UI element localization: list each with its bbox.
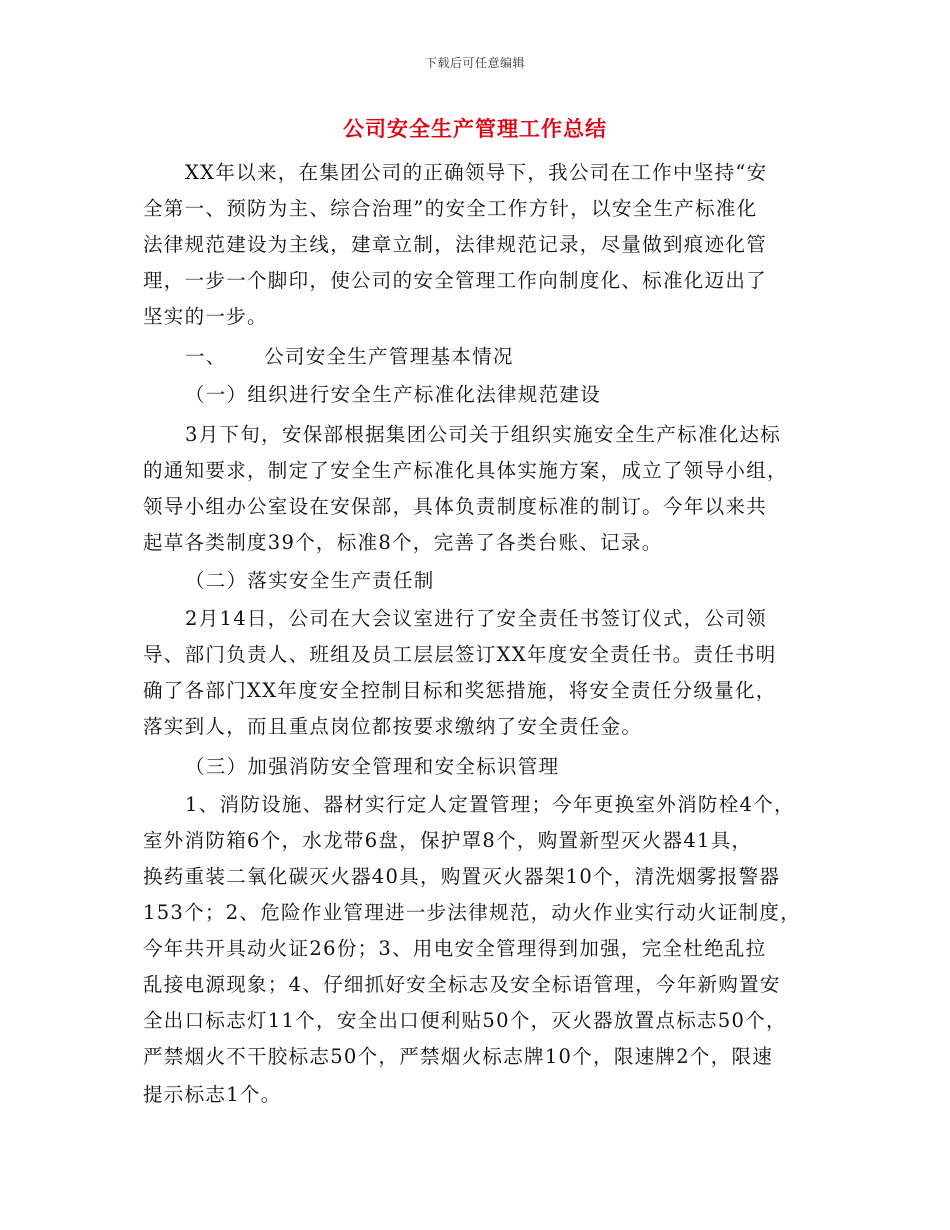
paragraph-line: 理，一步一个脚印，使公司的安全管理工作向制度化、标准化迈出了 (143, 269, 768, 292)
paragraph-line: 导、部门负责人、班组及员工层层签订XX年度安全责任书。责任书明 (143, 643, 777, 666)
paragraph-line: 换药重装二氧化碳灭火器40具，购置灭火器架10个，清洗烟雾报警器 (143, 865, 781, 888)
paragraph-line: 乱接电源现象；4、仔细抓好安全标志及安全标语管理，今年新购置安 (143, 973, 781, 996)
paragraph-line: 确了各部门XX年度安全控制目标和奖惩措施，将安全责任分级量化， (143, 679, 777, 702)
paragraph-line: 全第一、预防为主、综合治理”的安全工作方针，以安全生产标准化 (143, 197, 758, 220)
paragraph-line: 起草各类制度39个，标准8个，完善了各类台账、记录。 (143, 531, 663, 554)
paragraph-line: 全出口标志灯11个，安全出口便利贴50个，灭火器放置点标志50个， (143, 1009, 787, 1032)
paragraph-line: 2月14日，公司在大会议室进行了安全责任书签订仪式，公司领 (185, 607, 767, 630)
paragraph-line: 1、消防设施、器材实行定人定置管理；今年更换室外消防栓4个， (185, 793, 795, 816)
document-title: 公司安全生产管理工作总结 (343, 116, 607, 141)
header-note: 下载后可任意编辑 (424, 56, 525, 70)
subsection-heading: （一）组织进行安全生产标准化法律规范建设 (185, 383, 602, 406)
paragraph-line: 法律规范建设为主线，建章立制，法律规范记录，尽量做到痕迹化管 (143, 233, 768, 256)
paragraph-line: 提示标志1个。 (143, 1083, 282, 1106)
paragraph-line: 3月下旬，安保部根据集团公司关于组织实施安全生产标准化达标 (185, 423, 782, 446)
paragraph-line: 的通知要求，制定了安全生产标准化具体实施方案，成立了领导小组， (143, 459, 788, 482)
paragraph-line: XX年以来，在集团公司的正确领导下，我公司在工作中坚持“安 (185, 161, 768, 184)
subsection-heading: （二）落实安全生产责任制 (185, 569, 435, 592)
paragraph-line: 室外消防箱6个，水龙带6盘，保护罩8个，购置新型灭火器41具， (143, 829, 753, 852)
paragraph-line: 严禁烟火不干胶标志50个，严禁烟火标志牌10个，限速牌2个，限速 (143, 1045, 774, 1068)
paragraph-line: 落实到人，而且重点岗位都按要求缴纳了安全责任金。 (143, 715, 643, 738)
paragraph-line: 153个；2、危险作业管理进一步法律规范，动火作业实行动火证制度， (143, 901, 802, 924)
subsection-heading: （三）加强消防安全管理和安全标识管理 (185, 755, 560, 778)
paragraph-line: 今年共开具动火证26份；3、用电安全管理得到加强，完全杜绝乱拉 (143, 937, 767, 960)
paragraph-line: 坚实的一步。 (143, 305, 268, 328)
paragraph-line: 领导小组办公室设在安保部，具体负责制度标准的制订。今年以来共 (143, 495, 768, 518)
section-heading: 一、 公司安全生产管理基本情况 (185, 345, 514, 368)
